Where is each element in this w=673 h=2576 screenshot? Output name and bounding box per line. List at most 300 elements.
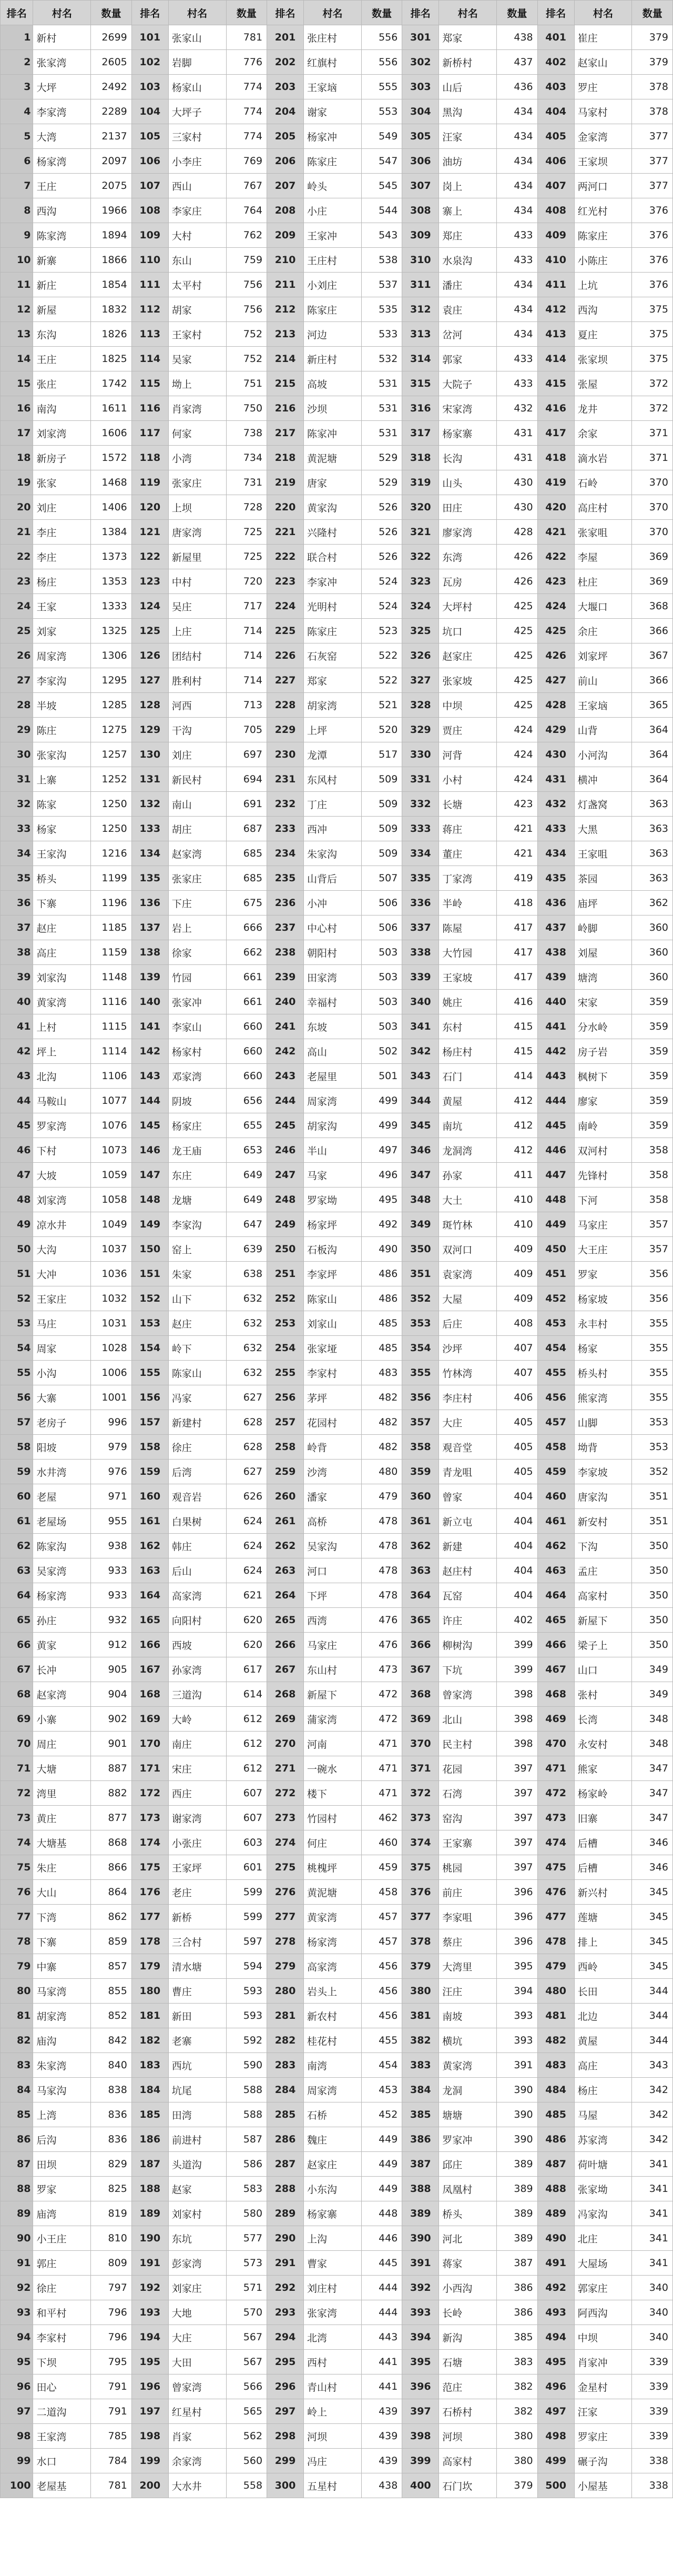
header-village-name-2: 村名 [168, 1, 226, 25]
table-row [1, 1064, 673, 1089]
village-name-cell: 高桥 [304, 1509, 362, 1534]
rank-cell: 142 [131, 1039, 168, 1064]
rank-cell: 406 [537, 149, 574, 174]
village-name-cell: 王家坝 [574, 149, 632, 174]
rank-cell: 125 [131, 619, 168, 643]
village-name-cell: 马家庄 [304, 1633, 362, 1657]
count-cell: 425 [497, 594, 537, 619]
count-cell: 503 [361, 1014, 402, 1039]
table-row [1, 273, 673, 297]
rank-cell: 371 [402, 1756, 439, 1781]
rank-cell: 152 [131, 1286, 168, 1311]
count-cell: 436 [497, 75, 537, 99]
rank-cell: 178 [131, 1929, 168, 1954]
rank-cell: 243 [267, 1064, 304, 1089]
village-name-cell: 周庄 [33, 1732, 91, 1756]
count-cell: 395 [497, 1954, 537, 1979]
village-name-cell: 岩头上 [304, 1979, 362, 2004]
rank-cell: 196 [131, 2374, 168, 2399]
rank-cell: 64 [1, 1583, 33, 1608]
rank-cell: 136 [131, 891, 168, 915]
village-name-cell: 唐家湾 [168, 520, 226, 545]
rank-cell: 201 [267, 25, 304, 50]
count-cell: 583 [226, 2177, 267, 2201]
village-name-cell: 新建村 [168, 1410, 226, 1435]
village-name-cell: 河背 [439, 742, 497, 767]
count-cell: 1252 [91, 767, 131, 792]
village-name-cell: 黄家沟 [304, 495, 362, 520]
village-name-cell: 桥头村 [574, 1361, 632, 1385]
rank-cell: 28 [1, 693, 33, 718]
village-name-cell: 窑沟 [439, 1806, 497, 1830]
village-name-cell: 刘庄 [33, 495, 91, 520]
village-name-cell: 龙潭 [304, 742, 362, 767]
village-name-cell: 坑口 [439, 619, 497, 643]
village-name-cell: 河南 [304, 1732, 362, 1756]
rank-cell: 413 [537, 322, 574, 347]
village-name-cell: 河边 [304, 322, 362, 347]
village-name-cell: 长岭 [439, 2300, 497, 2325]
count-cell: 587 [226, 2127, 267, 2152]
count-cell: 791 [91, 2399, 131, 2424]
count-cell: 526 [361, 520, 402, 545]
village-name-cell: 下湾 [33, 1905, 91, 1929]
count-cell: 762 [226, 223, 267, 248]
count-cell: 705 [226, 718, 267, 742]
table-row [1, 1163, 673, 1188]
village-name-cell: 桥头 [33, 866, 91, 891]
table-row [1, 2350, 673, 2374]
rank-cell: 269 [267, 1707, 304, 1732]
rank-cell: 80 [1, 1979, 33, 2004]
count-cell: 752 [226, 347, 267, 371]
count-cell: 1832 [91, 297, 131, 322]
table-row [1, 1435, 673, 1460]
count-cell: 781 [91, 2473, 131, 2498]
table-row [1, 742, 673, 767]
rank-cell: 146 [131, 1138, 168, 1163]
village-name-cell: 山脚 [574, 1410, 632, 1435]
count-cell: 2289 [91, 99, 131, 124]
header-village-name-1: 村名 [33, 1, 91, 25]
village-name-cell: 赵家庄 [304, 2152, 362, 2177]
village-name-cell: 东山 [168, 248, 226, 273]
rank-cell: 147 [131, 1163, 168, 1188]
rank-cell: 79 [1, 1954, 33, 1979]
rank-cell: 36 [1, 891, 33, 915]
village-name-cell: 刘家 [33, 619, 91, 643]
count-cell: 731 [226, 470, 267, 495]
count-cell: 340 [632, 2325, 673, 2350]
rank-cell: 488 [537, 2177, 574, 2201]
rank-cell: 140 [131, 990, 168, 1014]
count-cell: 738 [226, 421, 267, 446]
table-row [1, 767, 673, 792]
rank-cell: 416 [537, 396, 574, 421]
rank-cell: 58 [1, 1435, 33, 1460]
rank-cell: 380 [402, 1979, 439, 2004]
count-cell: 1185 [91, 915, 131, 940]
count-cell: 545 [361, 174, 402, 198]
rank-cell: 127 [131, 668, 168, 693]
rank-cell: 400 [402, 2473, 439, 2498]
village-name-cell: 山背 [574, 718, 632, 742]
village-name-cell: 阴坡 [168, 1089, 226, 1113]
count-cell: 434 [497, 149, 537, 174]
rank-cell: 118 [131, 446, 168, 470]
rank-cell: 204 [267, 99, 304, 124]
count-cell: 597 [226, 1929, 267, 1954]
header-rank-2: 排名 [131, 1, 168, 25]
village-name-cell: 新沟 [439, 2325, 497, 2350]
village-name-cell: 马家湾 [33, 1979, 91, 2004]
table-row [1, 1929, 673, 1954]
count-cell: 2097 [91, 149, 131, 174]
rank-cell: 219 [267, 470, 304, 495]
village-name-cell: 余家 [574, 421, 632, 446]
count-cell: 617 [226, 1657, 267, 1682]
table-row [1, 545, 673, 569]
count-cell: 852 [91, 2004, 131, 2028]
village-name-cell: 观音堂 [439, 1435, 497, 1460]
count-cell: 349 [632, 1682, 673, 1707]
village-name-cell: 小李庄 [168, 149, 226, 174]
rank-cell: 429 [537, 718, 574, 742]
count-cell: 862 [91, 1905, 131, 1929]
count-cell: 456 [361, 1979, 402, 2004]
count-cell: 445 [361, 2251, 402, 2276]
rank-cell: 234 [267, 841, 304, 866]
count-cell: 756 [226, 273, 267, 297]
rank-cell: 161 [131, 1509, 168, 1534]
rank-cell: 481 [537, 2004, 574, 2028]
count-cell: 531 [361, 421, 402, 446]
village-name-cell: 莲塘 [574, 1905, 632, 1929]
village-name-cell: 大王庄 [574, 1237, 632, 1262]
rank-cell: 433 [537, 817, 574, 841]
count-cell: 756 [226, 297, 267, 322]
village-name-cell: 郭家 [439, 347, 497, 371]
village-name-cell: 曾家湾 [168, 2374, 226, 2399]
village-name-cell: 先锋村 [574, 1163, 632, 1188]
count-cell: 448 [361, 2201, 402, 2226]
village-name-cell: 老庄 [168, 1880, 226, 1905]
rank-cell: 63 [1, 1558, 33, 1583]
rank-cell: 93 [1, 2300, 33, 2325]
village-name-cell: 袁庄 [439, 297, 497, 322]
village-name-cell: 后湾 [168, 1460, 226, 1484]
rank-cell: 225 [267, 619, 304, 643]
rank-cell: 377 [402, 1905, 439, 1929]
count-cell: 359 [632, 1064, 673, 1089]
rank-cell: 335 [402, 866, 439, 891]
rank-cell: 486 [537, 2127, 574, 2152]
rank-cell: 227 [267, 668, 304, 693]
rank-cell: 198 [131, 2424, 168, 2449]
count-cell: 434 [497, 99, 537, 124]
village-name-cell: 高家村 [574, 1583, 632, 1608]
count-cell: 661 [226, 990, 267, 1014]
rank-cell: 38 [1, 940, 33, 965]
count-cell: 1031 [91, 1311, 131, 1336]
count-cell: 482 [361, 1435, 402, 1460]
count-cell: 1199 [91, 866, 131, 891]
rank-cell: 132 [131, 792, 168, 817]
rank-cell: 490 [537, 2226, 574, 2251]
count-cell: 375 [632, 322, 673, 347]
count-cell: 1825 [91, 347, 131, 371]
rank-cell: 254 [267, 1336, 304, 1361]
count-cell: 866 [91, 1855, 131, 1880]
village-name-cell: 刘家湾 [33, 421, 91, 446]
rank-cell: 187 [131, 2152, 168, 2177]
table-row [1, 371, 673, 396]
village-name-cell: 黄家湾 [304, 1905, 362, 1929]
village-name-cell: 孙家 [439, 1163, 497, 1188]
village-name-cell: 庙沟 [33, 2028, 91, 2053]
table-row [1, 619, 673, 643]
village-name-cell: 东山村 [304, 1657, 362, 1682]
count-cell: 417 [497, 940, 537, 965]
village-name-cell: 李家庄 [168, 198, 226, 223]
village-name-cell: 北边 [574, 2004, 632, 2028]
count-cell: 434 [497, 322, 537, 347]
rank-cell: 452 [537, 1286, 574, 1311]
count-cell: 346 [632, 1830, 673, 1855]
village-name-cell: 三合村 [168, 1929, 226, 1954]
village-name-cell: 阳坡 [33, 1435, 91, 1460]
village-name-cell: 河北 [439, 2226, 497, 2251]
count-cell: 444 [361, 2276, 402, 2300]
rank-cell: 95 [1, 2350, 33, 2374]
rank-cell: 273 [267, 1806, 304, 1830]
village-name-cell: 上坪 [304, 718, 362, 742]
village-name-cell: 老寨 [168, 2028, 226, 2053]
count-cell: 795 [91, 2350, 131, 2374]
count-cell: 398 [497, 1707, 537, 1732]
table-row [1, 1905, 673, 1929]
count-cell: 776 [226, 50, 267, 75]
village-name-cell: 下坪 [304, 1583, 362, 1608]
rank-cell: 262 [267, 1534, 304, 1558]
village-name-cell: 永安村 [574, 1732, 632, 1756]
count-cell: 452 [361, 2102, 402, 2127]
count-cell: 364 [632, 742, 673, 767]
table-row [1, 2276, 673, 2300]
village-name-cell: 上村 [33, 1014, 91, 1039]
count-cell: 836 [91, 2127, 131, 2152]
table-row [1, 124, 673, 149]
rank-cell: 378 [402, 1929, 439, 1954]
count-cell: 412 [497, 1089, 537, 1113]
rank-cell: 328 [402, 693, 439, 718]
rank-cell: 315 [402, 371, 439, 396]
rank-cell: 469 [537, 1707, 574, 1732]
rank-cell: 156 [131, 1385, 168, 1410]
village-name-cell: 小村 [439, 767, 497, 792]
village-name-cell: 马家沟 [33, 2078, 91, 2102]
count-cell: 1076 [91, 1113, 131, 1138]
rank-cell: 218 [267, 446, 304, 470]
rank-cell: 369 [402, 1707, 439, 1732]
village-name-cell: 张庄村 [304, 25, 362, 50]
count-cell: 389 [497, 2152, 537, 2177]
table-row [1, 668, 673, 693]
rank-cell: 355 [402, 1361, 439, 1385]
count-cell: 1275 [91, 718, 131, 742]
count-cell: 357 [632, 1212, 673, 1237]
rank-cell: 441 [537, 1014, 574, 1039]
village-name-cell: 下坑 [439, 1657, 497, 1682]
village-name-cell: 老屋基 [33, 2473, 91, 2498]
village-name-cell: 后山 [168, 1558, 226, 1583]
count-cell: 501 [361, 1064, 402, 1089]
count-cell: 555 [361, 75, 402, 99]
village-name-cell: 横冲 [574, 767, 632, 792]
table-row [1, 866, 673, 891]
rank-cell: 122 [131, 545, 168, 569]
rank-cell: 232 [267, 792, 304, 817]
count-cell: 402 [497, 1608, 537, 1633]
rank-cell: 26 [1, 643, 33, 668]
rank-cell: 437 [537, 915, 574, 940]
rank-cell: 37 [1, 915, 33, 940]
village-name-cell: 罗家庄 [574, 2424, 632, 2449]
village-name-cell: 岭脚 [574, 915, 632, 940]
village-name-cell: 凉水井 [33, 1212, 91, 1237]
rank-cell: 435 [537, 866, 574, 891]
village-name-cell: 赵庄村 [439, 1558, 497, 1583]
village-name-cell: 刘庄村 [304, 2276, 362, 2300]
village-name-cell: 前进村 [168, 2127, 226, 2152]
village-name-cell: 岭下 [168, 1336, 226, 1361]
count-cell: 593 [226, 2004, 267, 2028]
count-cell: 938 [91, 1534, 131, 1558]
village-name-cell: 柳树沟 [439, 1633, 497, 1657]
rank-cell: 395 [402, 2350, 439, 2374]
village-name-cell: 桃槐坪 [304, 1855, 362, 1880]
rank-cell: 447 [537, 1163, 574, 1188]
count-cell: 414 [497, 1064, 537, 1089]
header-rank-4: 排名 [402, 1, 439, 25]
count-cell: 383 [497, 2350, 537, 2374]
village-name-cell: 中寨 [33, 1954, 91, 1979]
count-cell: 358 [632, 1188, 673, 1212]
rank-cell: 25 [1, 619, 33, 643]
village-name-cell: 崔庄 [574, 25, 632, 50]
village-name-cell: 南岭 [574, 1113, 632, 1138]
rank-cell: 322 [402, 545, 439, 569]
count-cell: 424 [497, 742, 537, 767]
count-cell: 902 [91, 1707, 131, 1732]
count-cell: 912 [91, 1633, 131, 1657]
table-row [1, 1014, 673, 1039]
count-cell: 714 [226, 668, 267, 693]
count-cell: 486 [361, 1262, 402, 1286]
village-name-cell: 田心 [33, 2374, 91, 2399]
count-cell: 339 [632, 2399, 673, 2424]
rank-cell: 108 [131, 198, 168, 223]
count-cell: 476 [361, 1633, 402, 1657]
count-cell: 627 [226, 1385, 267, 1410]
table-row [1, 2078, 673, 2102]
village-name-cell: 杨家 [574, 1336, 632, 1361]
count-cell: 517 [361, 742, 402, 767]
village-name-cell: 下寨 [33, 891, 91, 915]
count-cell: 378 [632, 99, 673, 124]
count-cell: 398 [497, 1682, 537, 1707]
village-name-cell: 马家庄 [574, 1212, 632, 1237]
village-name-cell: 蒲家湾 [304, 1707, 362, 1732]
count-cell: 588 [226, 2102, 267, 2127]
village-name-cell: 赵家庄 [439, 643, 497, 668]
village-name-cell: 王庄 [33, 347, 91, 371]
rank-cell: 217 [267, 421, 304, 446]
rank-cell: 496 [537, 2374, 574, 2399]
count-cell: 476 [361, 1608, 402, 1633]
village-name-cell: 下河 [574, 1188, 632, 1212]
village-name-cell: 大坪 [33, 75, 91, 99]
village-name-cell: 马庄 [33, 1311, 91, 1336]
village-name-cell: 杨家坡 [574, 1286, 632, 1311]
rank-cell: 109 [131, 223, 168, 248]
table-row [1, 1113, 673, 1138]
rank-cell: 240 [267, 990, 304, 1014]
rank-cell: 487 [537, 2152, 574, 2177]
village-name-cell: 李家坡 [574, 1460, 632, 1484]
rank-cell: 210 [267, 248, 304, 273]
count-cell: 496 [361, 1163, 402, 1188]
village-name-cell: 张村 [574, 1682, 632, 1707]
rank-cell: 128 [131, 693, 168, 718]
rank-cell: 471 [537, 1756, 574, 1781]
rank-cell: 280 [267, 1979, 304, 2004]
village-name-cell: 新建 [439, 1534, 497, 1558]
count-cell: 734 [226, 446, 267, 470]
count-cell: 439 [361, 2449, 402, 2473]
count-cell: 396 [497, 1880, 537, 1905]
village-name-cell: 双河口 [439, 1237, 497, 1262]
count-cell: 473 [361, 1657, 402, 1682]
rank-cell: 293 [267, 2300, 304, 2325]
village-name-cell: 南坑 [439, 1113, 497, 1138]
count-cell: 666 [226, 915, 267, 940]
rank-cell: 100 [1, 2473, 33, 2498]
rank-cell: 427 [537, 668, 574, 693]
village-name-cell: 周家湾 [304, 1089, 362, 1113]
count-cell: 685 [226, 866, 267, 891]
village-name-cell: 清水塘 [168, 1954, 226, 1979]
village-name-cell: 前庄 [439, 1880, 497, 1905]
rank-cell: 311 [402, 273, 439, 297]
table-row [1, 396, 673, 421]
table-row [1, 99, 673, 124]
count-cell: 901 [91, 1732, 131, 1756]
village-name-cell: 上湾 [33, 2102, 91, 2127]
village-name-cell: 茶园 [574, 866, 632, 891]
rank-cell: 414 [537, 347, 574, 371]
rank-cell: 253 [267, 1311, 304, 1336]
rank-cell: 476 [537, 1880, 574, 1905]
rank-cell: 282 [267, 2028, 304, 2053]
rank-cell: 491 [537, 2251, 574, 2276]
rank-cell: 320 [402, 495, 439, 520]
village-name-cell: 中心村 [304, 915, 362, 940]
rank-cell: 124 [131, 594, 168, 619]
count-cell: 656 [226, 1089, 267, 1113]
rank-cell: 130 [131, 742, 168, 767]
rank-cell: 138 [131, 940, 168, 965]
